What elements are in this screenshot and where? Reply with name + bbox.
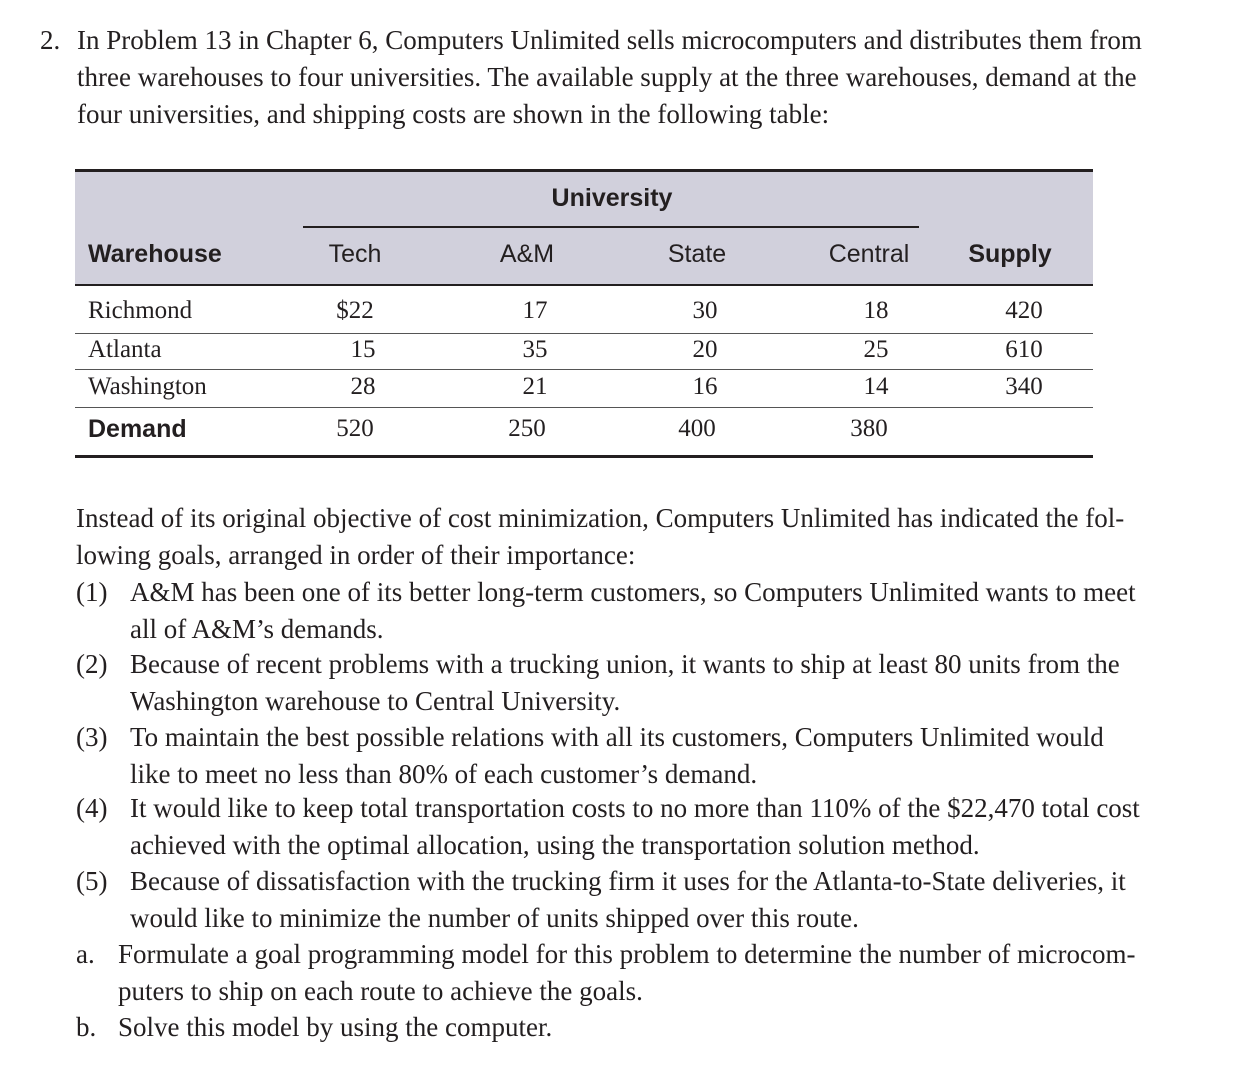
- demand-cell: 520: [336, 415, 374, 442]
- table-cell: 20: [692, 336, 718, 363]
- demand-cell: 380: [850, 415, 888, 442]
- goal-line: A&M has been one of its better long-term customers, so Computers Unlimited wants to meet: [130, 577, 1136, 607]
- goal-5: [76, 863, 1186, 937]
- row-label-demand: Demand: [88, 415, 187, 443]
- part-line: puters to ship on each route to achieve the goals.: [118, 976, 643, 1006]
- university-group-rule: [303, 226, 919, 228]
- table-bottom-rule: [75, 455, 1093, 458]
- table-cell: 18: [863, 297, 889, 324]
- table-cell: 14: [863, 373, 889, 400]
- part-label: b.: [76, 1012, 97, 1042]
- table-cell: $22: [336, 297, 374, 324]
- row-label-atlanta: Atlanta: [88, 336, 162, 363]
- goals-intro: [76, 500, 1186, 574]
- demand-cell: 250: [508, 415, 546, 442]
- part-a: [76, 936, 1186, 1010]
- part-label: a.: [76, 939, 95, 969]
- goal-line: It would like to keep total transportation costs to no more than 110% of the $22,470 total cost: [130, 793, 1140, 823]
- intro-line: In Problem 13 in Chapter 6, Computers Unlimited sells microcomputers and distributes them from: [77, 25, 1142, 55]
- demand-cell: 400: [678, 415, 716, 442]
- body-line: lowing goals, arranged in order of their importance:: [76, 540, 636, 570]
- column-header-supply: Supply: [968, 240, 1052, 268]
- body-line: Instead of its original objective of cost minimization, Computers Unlimited has indicated the fol-: [76, 503, 1125, 533]
- goal-line: all of A&M’s demands.: [130, 614, 384, 644]
- table-cell: 21: [522, 373, 548, 400]
- column-header-state: State: [667, 240, 727, 268]
- row-label-washington: Washington: [88, 373, 207, 400]
- table-cell: 16: [692, 373, 718, 400]
- part-line: Formulate a goal programming model for this problem to determine the number of microcom-: [118, 939, 1136, 969]
- goal-4: [76, 790, 1186, 864]
- part-line: Solve this model by using the computer.: [118, 1012, 553, 1042]
- row-rule: [75, 407, 1093, 408]
- goal-number: (3): [76, 722, 108, 752]
- problem-number: 2.: [40, 25, 61, 55]
- table-cell: 15: [350, 336, 376, 363]
- goal-number: (4): [76, 793, 108, 823]
- goal-line: Washington warehouse to Central University.: [130, 686, 621, 716]
- table-cell: 17: [522, 297, 548, 324]
- table-header-rule: [75, 284, 1093, 286]
- row-rule: [75, 369, 1093, 370]
- row-rule: [75, 333, 1093, 334]
- column-header-tech: Tech: [328, 240, 382, 268]
- column-header-warehouse: Warehouse: [88, 240, 222, 268]
- supply-cell: 340: [1005, 373, 1043, 400]
- intro-line: four universities, and shipping costs are shown in the following table:: [77, 99, 830, 129]
- column-header-central: Central: [828, 240, 910, 268]
- goal-number: (1): [76, 577, 108, 607]
- goal-line: Because of dissatisfaction with the trucking firm it uses for the Atlanta-to-State deliveries, it: [130, 866, 1126, 896]
- goal-1: [76, 574, 1186, 648]
- goal-number: (2): [76, 649, 108, 679]
- supply-cell: 610: [1005, 336, 1043, 363]
- goal-line: like to meet no less than 80% of each customer’s demand.: [130, 759, 758, 789]
- row-label-richmond: Richmond: [88, 297, 193, 324]
- goal-number: (5): [76, 866, 108, 896]
- column-header-am: A&M: [499, 240, 555, 268]
- goal-3: [76, 719, 1186, 793]
- university-group-header: University: [551, 184, 673, 212]
- goal-2: [76, 646, 1186, 720]
- table-cell: 30: [692, 297, 718, 324]
- goal-line: Because of recent problems with a trucking union, it wants to ship at least 80 units from the: [130, 649, 1120, 679]
- table-cell: 35: [522, 336, 548, 363]
- table-cell: 28: [350, 373, 376, 400]
- goal-line: achieved with the optimal allocation, using the transportation solution method.: [130, 830, 980, 860]
- goal-line: To maintain the best possible relations with all its customers, Computers Unlimited would: [130, 722, 1104, 752]
- problem-intro: [40, 22, 1190, 133]
- intro-line: three warehouses to four universities. The available supply at the three warehouses, demand at the: [77, 62, 1137, 92]
- goal-line: would like to minimize the number of units shipped over this route.: [130, 903, 859, 933]
- shipping-table: [75, 169, 1093, 459]
- supply-cell: 420: [1005, 297, 1043, 324]
- part-b: [76, 1009, 1186, 1046]
- table-cell: 25: [863, 336, 889, 363]
